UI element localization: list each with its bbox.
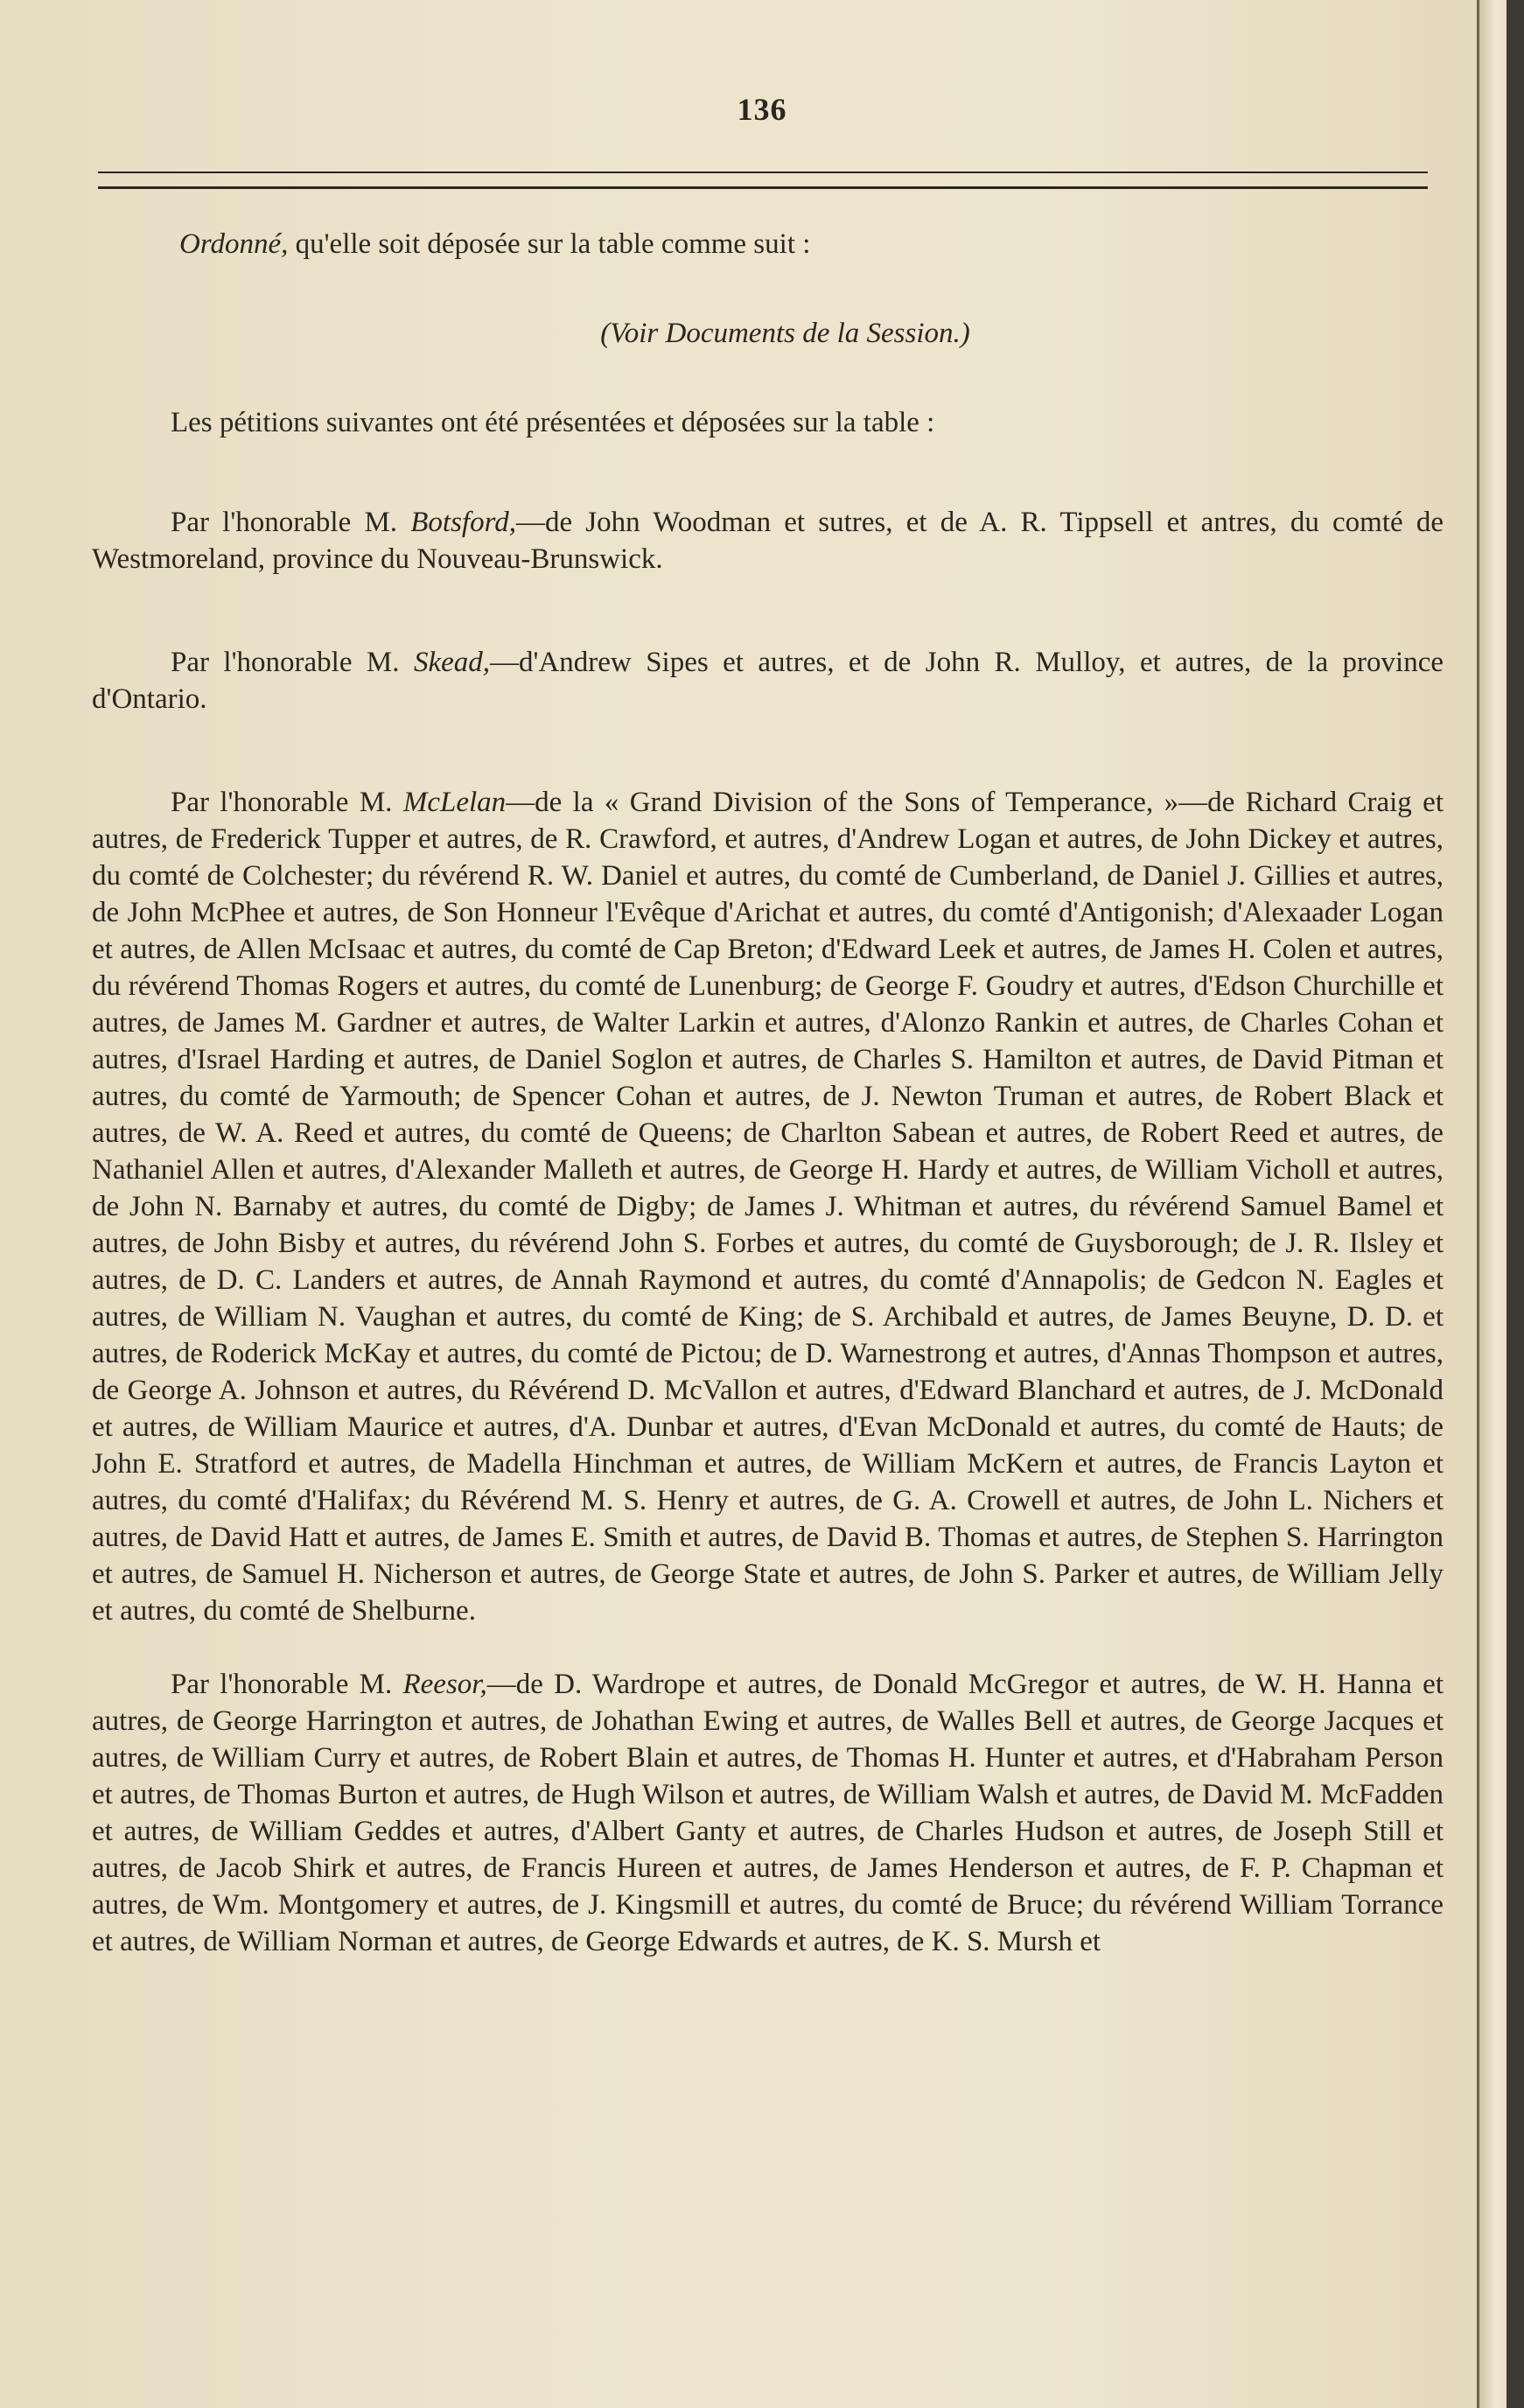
paragraph-lead: Par l'honorable M. (171, 507, 411, 538)
petitions-intro: Les pétitions suivantes ont été présentées et déposées sur la table : (171, 407, 935, 438)
petition-paragraph (92, 644, 1444, 718)
member-name: Reesor, (402, 1669, 487, 1700)
paragraph-text: —de la « Grand Division of the Sons of Temperance, »—de Richard Craig et autres, de Frederick Tupper et autres, de R. Crawford, et autres, d'Andrew Logan et autres, de John Dickey et autres, du comté de Colchester; du révérend R. W. Daniel et autres, du comté de Cumberland, de Daniel J. Gillies et autres, de John McPhee et autres, de Son Honneur l'Evêque d'Arichat et autres, du comté d'Antigonish; d'Alexaader Logan et autres, de Allen McIsaac et autres, du comté de Cap Breton; d'Edward Leek et autres, de James H. Colen et autres, du révérend Thomas Rogers et autres, du comté de Lunenburg; de George F. Goudry et autres, d'Edson Churchille et autres, de James M. Gardner et autres, de Walter Larkin et autres, d'Alonzo Rankin et autres, de Charles Cohan et autres, d'Israel Harding et autres, de Daniel Soglon et autres, de Charles S. Hamilton et autres, de David Pitman et autres, du comté de Yarmouth; de Spencer Cohan et autres, de J. Newton Truman et autres, de Robert Black et autres, de W. A. Reed et autres, du comté de Queens; de Charlton Sabean et autres, de Robert Reed et autres, de Nathaniel Allen et autres, d'Alexander Malleth et autres, de George H. Hardy et autres, de William Vicholl et autres, de John N. Barnaby et autres, du comté de Digby; de James J. Whitman et autres, du révérend Samuel Bamel et autres, de John Bisby et autres, du révérend John S. Forbes et autres, du comté de Guysborough; de J. R. Ilsley et autres, de D. C. Landers et autres, de Annah Raymond et autres, du comté d'Annapolis; de Gedcon N. Eagles et autres, de William N. Vaughan et autres, du comté de King; de S. Archibald et autres, de James Beuyne, D. D. et autres, de Roderick McKay et autres, du comté de Pictou; de D. Warnestrong et autres, d'Annas Thompson et autres, de George A. Johnson et autres, du Révérend D. McVallon et autres, d'Edward Blanchard et autres, de J. McDonald et autres, de William Maurice et autres, d'A. Dunbar et autres, d'Evan McDonald et autres, du comté de Hauts; de John E. Stratford et autres, de Madella Hinchman et autres, de William McKern et autres, de Francis Layton et autres, du comté d'Halifax; du Révérend M. S. Henry et autres, de G. A. Crowell et autres, de John L. Nichers et autres, de David Hatt et autres, de James E. Smith et autres, de David B. Thomas et autres, de Stephen S. Harrington et autres, de Samuel H. Nicherson et autres, de George State et autres, de John S. Parker et autres, de William Jelly et autres, du comté de Shelburne. (92, 787, 1444, 1627)
header-rule-bottom (98, 186, 1428, 189)
page-number: 136 (737, 92, 787, 127)
member-name: Botsford, (410, 507, 516, 538)
binding-shadow (1507, 0, 1524, 2408)
order-text: qu'elle soit déposée sur la table comme suit : (288, 228, 811, 260)
paragraph-lead: Par l'honorable M. (171, 1669, 403, 1700)
order-line (92, 226, 1444, 262)
paragraph-lead: Par l'honorable M. (171, 647, 414, 678)
order-word: Ordonné, (179, 228, 289, 260)
paragraph-lead: Par l'honorable M. (171, 787, 403, 818)
petition-paragraph (92, 504, 1444, 578)
paragraph-text: —de John Woodman et sutres, et de A. R. Tippsell et antres, du comté de Westmoreland, province du Nouveau-Brunswick. (92, 507, 1444, 575)
member-name: McLelan (402, 787, 507, 818)
petition-paragraph (92, 1666, 1444, 1960)
documents-reference: (Voir Documents de la Session.) (600, 318, 970, 349)
petition-paragraph (92, 784, 1444, 1629)
member-name: Skead, (413, 647, 491, 678)
paragraph-text: —de D. Wardrope et autres, de Donald McGregor et autres, de W. H. Hanna et autres, de George Harrington et autres, de Johathan Ewing et autres, de Walles Bell et autres, de George Jacques et autres, de William Curry et autres, de Robert Blain et autres, de Thomas H. Hunter et autres, et d'Habraham Person et autres, de Thomas Burton et autres, de Hugh Wilson et autres, de William Walsh et autres, de David M. McFadden et autres, de William Geddes et autres, d'Albert Ganty et autres, de Charles Hudson et autres, de Joseph Still et autres, de Jacob Shirk et autres, de Francis Hureen et autres, de James Henderson et autres, de F. P. Chapman et autres, de Wm. Montgomery et autres, de J. Kingsmill et autres, du comté de Bruce; du révérend William Torrance et autres, de William Norman et autres, de George Edwards et autres, de K. S. Mursh et (92, 1669, 1444, 1957)
header-rule-top (98, 172, 1428, 173)
paragraph-text: —d'Andrew Sipes et autres, et de John R. Mulloy, et autres, de la province d'Ontario. (92, 647, 1444, 715)
page-body (92, 210, 1444, 1960)
